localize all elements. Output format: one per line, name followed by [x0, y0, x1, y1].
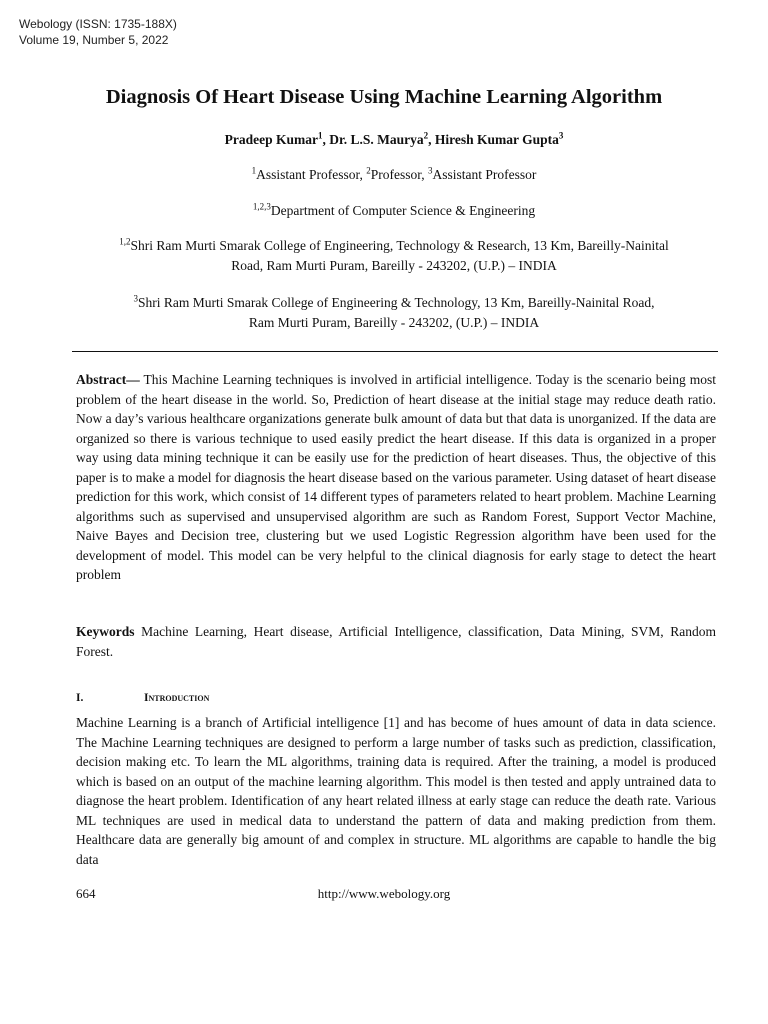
affiliation-2-sup: 3 — [133, 293, 139, 304]
author-separator: , — [322, 132, 330, 147]
section-title: Introduction — [144, 692, 210, 704]
author-name: Pradeep Kumar — [224, 132, 318, 147]
affiliation-1 — [60, 236, 728, 276]
header-divider — [72, 351, 718, 352]
affiliation-1-line1: Shri Ram Murti Smarak College of Engineering, Technology & Research, 13 Km, Bareilly-Nainital — [130, 238, 669, 253]
keywords — [76, 622, 716, 661]
paper-title: Diagnosis Of Heart Disease Using Machine Learning Algorithm — [105, 86, 663, 108]
role-sup: 2 — [366, 165, 371, 176]
role-text: Assistant Professor — [432, 167, 537, 182]
author-roles — [60, 165, 728, 185]
role-sup: 1 — [251, 165, 257, 176]
affiliation-1-line2: Road, Ram Murti Puram, Bareilly - 243202, (U.P.) – INDIA — [231, 258, 557, 273]
section-heading — [76, 690, 209, 706]
author-sup: 1 — [317, 130, 323, 141]
section-number: I. — [76, 692, 84, 704]
volume-info: Volume 19, Number 5, 2022 — [19, 33, 169, 47]
running-header — [19, 16, 177, 48]
introduction-paragraph: Machine Learning is a branch of Artificial intelligence [1] and has become of hues amount of data in data science. The Machine Learning techniques are designed to perform a large number of tasks such as prediction, classification, decision making etc. To learn the ML algorithms, training data is required. After the training, a model is produced which is based on an output of the machine learning algorithm. This model is then tested and apply untrained data to diagnose the heart problem. Identification of any heart related illness at early stage can reduce the death rate. Various ML techniques are used in medical data to understand the pattern of data and making prediction from them. Healthcare data are generally big amount of and complex in structure. ML algorithms are capable to handle the big data — [76, 715, 716, 867]
abstract — [76, 370, 716, 585]
journal-name: Webology (ISSN: 1735-188X) — [19, 17, 177, 31]
author-list — [60, 130, 728, 150]
page-number: 664 — [76, 886, 96, 901]
author-name: Dr. L.S. Maurya — [329, 132, 424, 147]
role-text: Professor, — [370, 167, 428, 182]
author-sup: 3 — [558, 130, 564, 141]
keywords-label: Keywords — [76, 624, 135, 639]
abstract-text: This Machine Learning techniques is involved in artificial intelligence. Today is the scenario being most problem of the heart disease in the world. So, Prediction of heart disease at the initial stage may reduce death ratio. Now a day’s various healthcare organizations generate bulk amount of data but that data is unorganized. If the data are organized so there is various technique to used easily predict the heart disease. If this data is organized in a proper way using data mining technique it can be easily use for the prediction of heart diseases. Thus, the objective of this paper is to make a model for diagnosis the heart disease based on the various parameter. Using dataset of heart disease prediction for this work, which consist of 14 different types of parameters related to heart problem. Machine Learning algorithms such as supervised and unsupervised algorithm are such as Random Forest, Support Vector Machine, Naive Bayes and Decision tree, clustering but we used Logistic Regression algorithm have been used for the development of model. This model can be very helpful to the clinical diagnosis for early stage to detect the heart problem — [76, 372, 716, 582]
affiliation-2-line1: Shri Ram Murti Smarak College of Engineering & Technology, 13 Km, Bareilly-Nainital Road, — [138, 295, 655, 310]
department-text: Department of Computer Science & Engineering — [270, 203, 536, 218]
author-separator: , — [428, 132, 435, 147]
department — [60, 201, 728, 221]
footer-url: http://www.webology.org — [317, 886, 451, 901]
affiliation-2 — [60, 293, 728, 333]
role-text: Assistant Professor, — [256, 167, 367, 182]
abstract-label: Abstract— — [76, 372, 140, 387]
role-sup: 3 — [427, 165, 433, 176]
author-name: Hiresh Kumar Gupta — [434, 132, 559, 147]
affiliation-2-line2: Ram Murti Puram, Bareilly - 243202, (U.P.) – INDIA — [248, 315, 540, 330]
keywords-text: Machine Learning, Heart disease, Artificial Intelligence, classification, Data Mining, SVM, Random Forest. — [76, 624, 716, 659]
affiliation-1-sup: 1,2 — [119, 236, 131, 247]
department-sup: 1,2,3 — [252, 201, 271, 212]
author-sup: 2 — [423, 130, 429, 141]
